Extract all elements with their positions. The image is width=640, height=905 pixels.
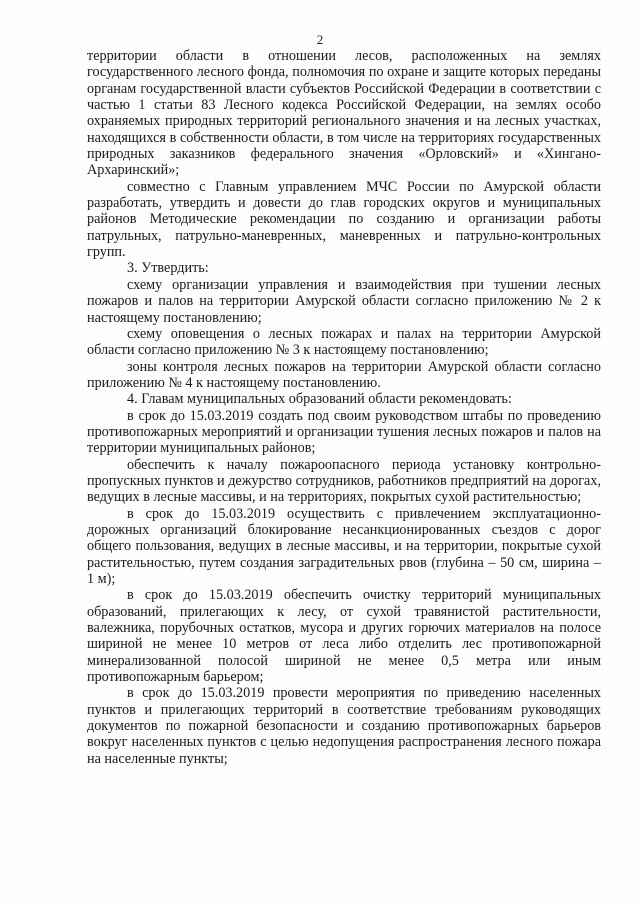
paragraph-control-zones: зоны контроля лесных пожаров на территории Амурской области согласно приложению № 4 к настоящему постановлению.: [87, 358, 601, 391]
paragraph-blocking-exits: в срок до 15.03.2019 осуществить с привлечением эксплуатационно-дорожных организаций блокирование несанкционированных съездов с дорог общего пользования, ведущих в лесные массивы, и на территории, покрытые сухой растительностью, путем создания заградительных рвов (глубина – 50 см, ширина – 1 м);: [87, 505, 601, 587]
paragraph-management-scheme: схему организации управления и взаимодействия при тушении лесных пожаров и палов на территории Амурской области согласно приложению № 2 к настоящему постановлению;: [87, 276, 601, 326]
paragraph-headquarters: в срок до 15.03.2019 создать под своим руководством штабы по проведению противопожарных мероприятий и организации тушения лесных пожаров и палов на территории муниципальных районов;: [87, 407, 601, 457]
paragraph-checkpoints: обеспечить к началу пожароопасного периода установку контрольно-пропускных пунктов и дежурство сотрудников, работников предприятий на дорогах, ведущих в лесные массивы, и на территориях, покрытых сухой растительностью;: [87, 456, 601, 506]
paragraph-item-4-heading: 4. Главам муниципальных образований области рекомендовать:: [127, 391, 512, 408]
page-number: 2: [316, 32, 324, 47]
paragraph-territory-cleaning: в срок до 15.03.2019 обеспечить очистку территорий муниципальных образований, прилегающих к лесу, от сухой травянистой растительности, валежника, порубочных остатков, мусора и других горючих материалов на полосе шириной не менее 10 метров от леса либо отделить лес противопожарной минерализованной полосой шириной не менее 0,5 метра или иным противопожарным барьером;: [87, 587, 601, 686]
paragraph-notification-scheme: схему оповещения о лесных пожарах и палах на территории Амурской области согласно приложению № 3 к настоящему постановлению;: [87, 325, 601, 359]
paragraph-fire-barriers: в срок до 15.03.2019 провести мероприятия по приведению населенных пунктов и прилегающих территорий в соответствие требованиям руководящих документов по пожарной безопасности и созданию противопожарных барьеров вокруг населенных пунктов с целью недопущения распространения лесного пожара на населенные пункты;: [87, 685, 601, 767]
paragraph-continuation: территории области в отношении лесов, расположенных на землях государственного лесного фонда, полномочия по охране и защите которых переданы органам государственной власти субъектов Российской Федерации в соответствии с частью 1 статьи 83 Лесного кодекса Российской Федерации, на землях особо охраняемых природных территорий регионального значения и на лесных участках, находящихся в собственности области, в том числе на территориях государственных природных заказников федерального значения «Орловский» и «Хингано-Архаринский»;: [87, 48, 601, 179]
paragraph-item-3-heading: 3. Утвердить:: [127, 260, 209, 277]
document-body: [87, 48, 601, 767]
paragraph-mchs-recommendations: совместно с Главным управлением МЧС России по Амурской области разработать, утвердить и довести до глав городских округов и муниципальных районов Методические рекомендации по созданию и организации работы патрульных, патрульно-маневренных, маневренных и патрульно-контрольных групп.: [87, 178, 601, 261]
